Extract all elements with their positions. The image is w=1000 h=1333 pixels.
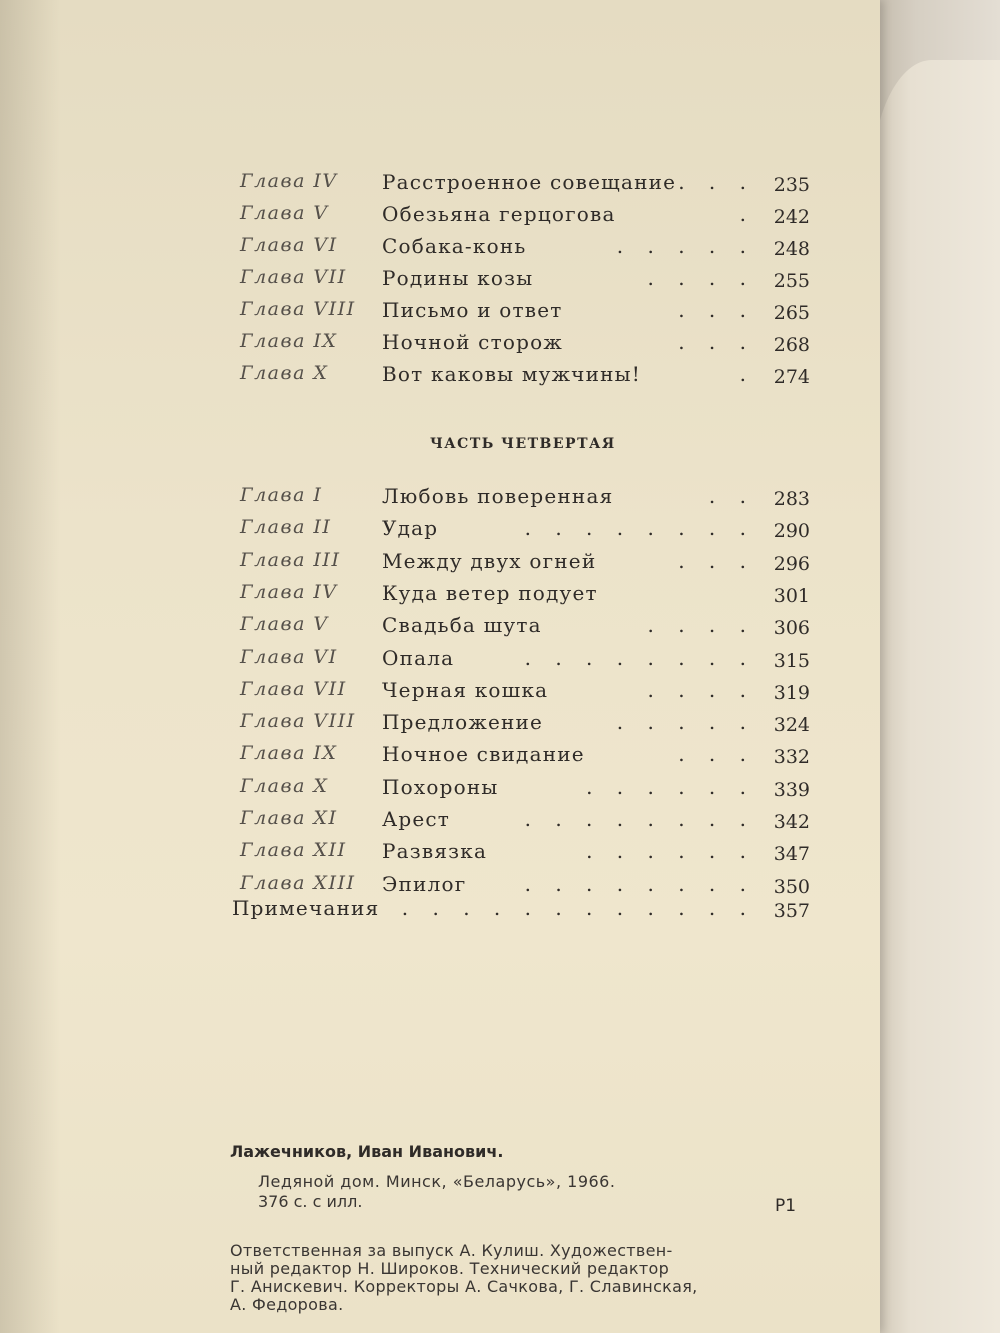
leader-dots: . . . (678, 742, 755, 767)
chapter-number: Глава X (240, 362, 329, 384)
page-number: 306 (773, 617, 810, 640)
page-number: 274 (773, 366, 810, 388)
chapter-title: Арест (382, 807, 451, 831)
page-number: 296 (773, 552, 810, 575)
chapter-number: Глава IX (240, 330, 338, 352)
chapter-title: Вот каковы мужчины! (382, 362, 642, 386)
toc-row (230, 839, 815, 869)
toc-row (230, 170, 815, 200)
notes-title: Примечания (232, 896, 380, 920)
chapter-title: Собака-конь (382, 234, 527, 258)
page-number: 235 (773, 174, 810, 196)
chapter-number: Глава I (240, 484, 323, 506)
chapter-title: Черная кошка (382, 677, 549, 702)
page-number: 265 (773, 302, 810, 324)
page-number: 255 (773, 270, 810, 292)
chapter-title: Письмо и ответ (382, 298, 563, 322)
leader-dots: . . . (678, 170, 755, 194)
part-heading: ЧАСТЬ ЧЕТВЕРТАЯ (430, 436, 616, 452)
toc-row (230, 710, 815, 740)
toc-row (230, 516, 815, 546)
chapter-number: Глава XI (240, 807, 338, 829)
leader-dots: . . . . (647, 677, 755, 702)
chapter-title: Опала (382, 645, 455, 670)
leader-dots: . . . . . (616, 234, 755, 258)
leader-dots: . . . . . . (586, 839, 755, 864)
leader-dots: . . . . . . . . (524, 871, 755, 896)
next-page-edge (872, 60, 1000, 1333)
chapter-title: Похороны (382, 774, 499, 799)
toc-row (230, 549, 815, 579)
toc-row (230, 807, 815, 837)
page-number: 324 (773, 714, 810, 737)
colophon-pages-line: 376 с. с илл. (258, 1192, 363, 1211)
chapter-number: Глава II (240, 516, 332, 539)
chapter-title: Между двух огней (382, 548, 597, 573)
chapter-title: Эпилог (382, 871, 467, 896)
page-number: 283 (773, 488, 810, 510)
chapter-title: Расстроенное совещание (382, 170, 677, 194)
chapter-title: Куда ветер подует (382, 580, 598, 605)
leader-dots: . . . . . . (586, 774, 755, 799)
chapter-title: Удар (382, 516, 439, 541)
page-number: 342 (773, 811, 810, 833)
toc-row (230, 613, 815, 643)
chapter-title: Ночное свидание (382, 742, 585, 767)
toc-row (230, 581, 815, 611)
chapter-number: Глава IX (240, 742, 338, 765)
page-number: 248 (773, 238, 810, 260)
toc-row-notes (230, 896, 815, 926)
chapter-number: Глава XII (240, 839, 347, 862)
chapter-number: Глава XIII (240, 871, 356, 894)
leader-dots: . (739, 202, 755, 226)
credits-line-2: ный редактор Н. Широков. Технический редактор (230, 1259, 670, 1278)
toc-row (230, 484, 815, 514)
leader-dots: . . . (678, 298, 755, 322)
chapter-title: Развязка (382, 839, 488, 864)
chapter-number: Глава VII (240, 266, 347, 288)
page-number: 347 (773, 843, 810, 866)
colophon-credits (230, 1242, 830, 1314)
colophon-code: Р1 (775, 1196, 797, 1216)
notes-dots: . . . . . . . . . . . . (401, 896, 755, 920)
credits-line-1: Ответственная за выпуск А. Кулиш. Художествен- (230, 1241, 673, 1260)
leader-dots: . . . . . (616, 710, 755, 735)
page-number: 332 (773, 746, 810, 769)
toc-row (230, 646, 815, 676)
leader-dots: . . . . (647, 613, 755, 638)
toc-row (230, 266, 815, 296)
chapter-number: Глава VII (240, 677, 347, 700)
page-number: 315 (773, 649, 810, 672)
colophon-title-line: Ледяной дом. Минск, «Беларусь», 1966. (258, 1172, 616, 1191)
leader-dots: . . . . . . . . (524, 807, 755, 831)
chapter-title: Обезьяна герцогова (382, 202, 616, 226)
credits-line-3: Г. Анискевич. Корректоры А. Сачкова, Г. Славинская, (230, 1277, 698, 1296)
page-number: 319 (773, 681, 810, 704)
chapter-number: Глава IV (240, 580, 338, 603)
page-number: 268 (773, 334, 810, 356)
chapter-number: Глава VIII (240, 710, 356, 733)
chapter-number: Глава IV (240, 170, 338, 192)
chapter-title: Свадьба шута (382, 613, 542, 638)
toc-row (230, 775, 815, 805)
chapter-number: Глава V (240, 613, 329, 636)
chapter-number: Глава VI (240, 234, 338, 256)
toc-row (230, 202, 815, 232)
page-number: 301 (773, 584, 810, 607)
toc-row (230, 298, 815, 328)
leader-dots: . (739, 362, 755, 386)
page-number: 339 (773, 778, 810, 801)
leader-dots: . . (708, 484, 755, 508)
toc-row (230, 362, 815, 392)
chapter-number: Глава VIII (240, 298, 356, 320)
chapter-title: Родины козы (382, 266, 534, 290)
chapter-number: Глава X (240, 774, 329, 797)
page-number: 350 (773, 875, 810, 898)
credits-line-4: А. Федорова. (230, 1295, 344, 1314)
chapter-title: Ночной сторож (382, 330, 563, 354)
leader-dots: . . . (678, 548, 755, 573)
chapter-number: Глава VI (240, 645, 338, 668)
toc-row (230, 234, 815, 264)
toc-row (230, 678, 815, 708)
chapter-number: Глава III (240, 548, 341, 571)
page-number: 242 (773, 206, 810, 228)
leader-dots: . . . . (647, 266, 755, 290)
leader-dots: . . . . . . . . (524, 645, 755, 670)
page-number: 290 (773, 520, 810, 543)
chapter-title: Любовь поверенная (382, 484, 614, 508)
leader-dots: . . . . . . . . (524, 516, 755, 541)
colophon-author: Лажечников, Иван Иванович. (230, 1142, 504, 1161)
chapter-title: Предложение (382, 710, 544, 735)
notes-page: 357 (773, 900, 810, 922)
chapter-number: Глава V (240, 202, 329, 224)
toc-row (230, 742, 815, 772)
toc-row (230, 330, 815, 360)
leader-dots: . . . (678, 330, 755, 354)
